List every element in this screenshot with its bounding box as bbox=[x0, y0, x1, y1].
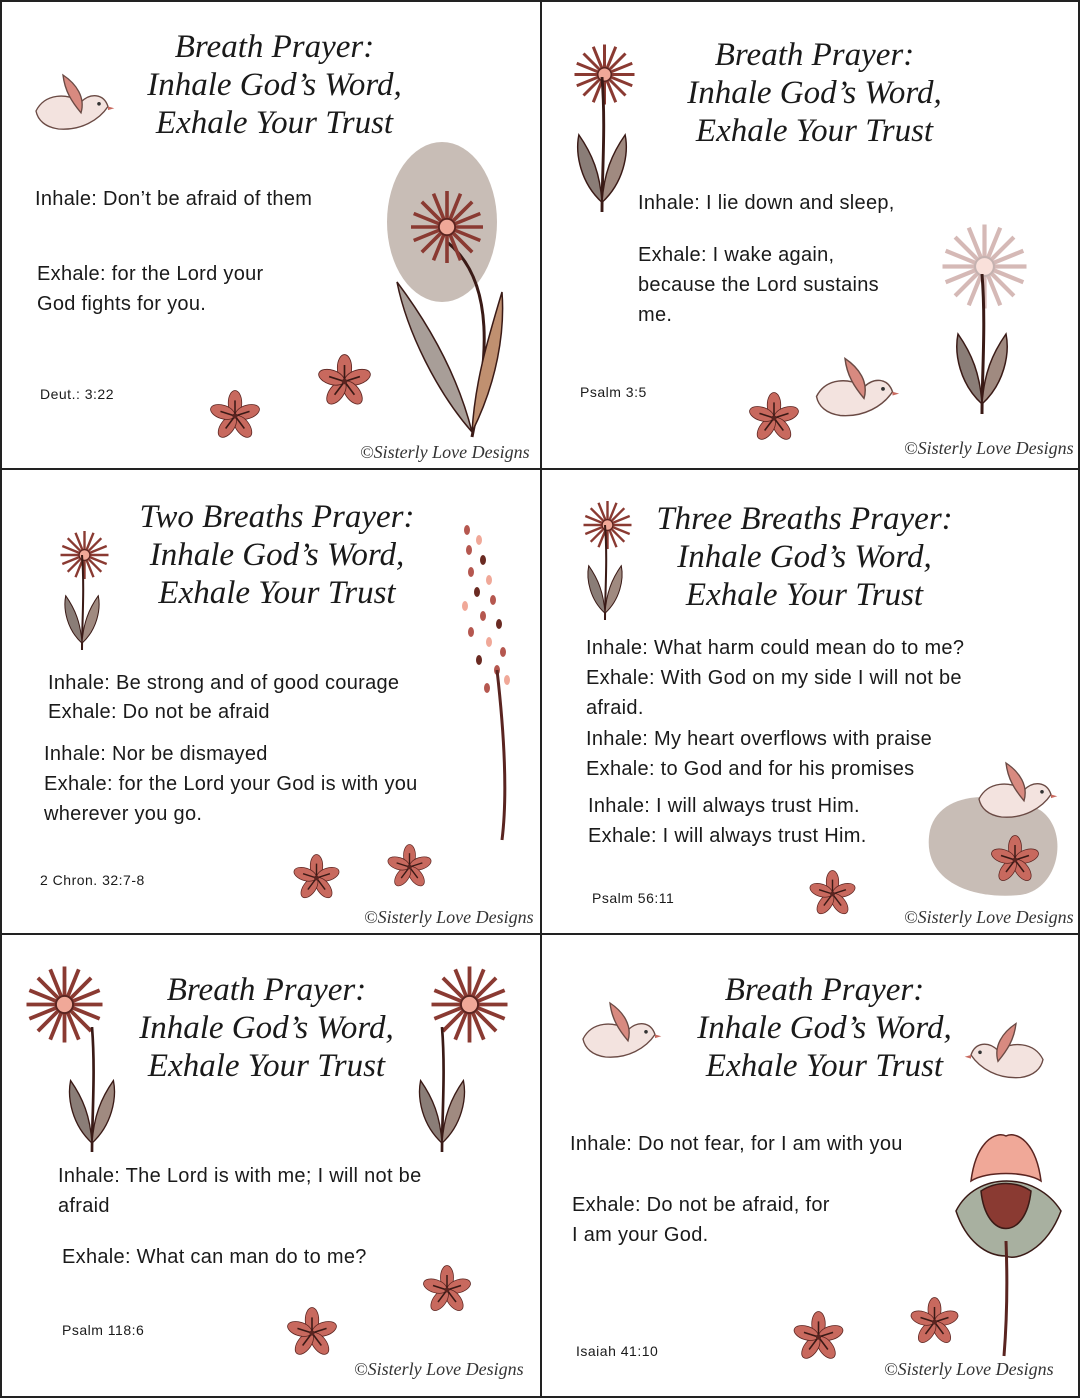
scripture-reference: Deut.: 3:22 bbox=[40, 386, 114, 402]
inhale-line: Inhale: Be strong and of good courage bbox=[48, 672, 400, 694]
copyright: ©Sisterly Love Designs bbox=[904, 438, 1074, 458]
exhale-line-cont: afraid. bbox=[586, 697, 644, 719]
inhale-line: Inhale: I will always trust Him. bbox=[588, 795, 860, 817]
prayer-card-5 bbox=[0, 933, 542, 1398]
pink-flower-icon bbox=[560, 495, 650, 620]
bird-icon bbox=[807, 347, 902, 427]
title-line: Exhale Your Trust bbox=[695, 113, 934, 149]
bird-icon bbox=[962, 1013, 1052, 1088]
bird-on-stone-icon bbox=[920, 750, 1065, 900]
flower-icon bbox=[272, 1307, 352, 1359]
card-title bbox=[132, 28, 417, 142]
flower-icon bbox=[407, 1265, 487, 1315]
flower-icon bbox=[367, 844, 452, 890]
scripture-reference: Psalm 118:6 bbox=[62, 1322, 145, 1338]
title-line: Inhale God’s Word, bbox=[147, 67, 402, 103]
scripture-reference: Psalm 3:5 bbox=[580, 384, 647, 400]
sunflower-icon bbox=[12, 957, 127, 1157]
title-line: Inhale God’s Word, bbox=[687, 75, 942, 111]
exhale-line: Exhale: What can man do to me? bbox=[62, 1246, 367, 1268]
inhale-line: Inhale: I lie down and sleep, bbox=[638, 192, 895, 214]
exhale-line-cont: God fights for you. bbox=[37, 293, 207, 315]
card-title bbox=[124, 971, 409, 1085]
title-line: Exhale Your Trust bbox=[158, 575, 396, 611]
exhale-line: Exhale: I wake again, bbox=[638, 244, 835, 266]
tall-flower-icon bbox=[387, 142, 507, 442]
sunflower-icon bbox=[407, 957, 522, 1157]
exhale-line-cont: me. bbox=[638, 304, 673, 326]
title-line: Exhale Your Trust bbox=[155, 105, 394, 141]
dotted-stalk-icon bbox=[457, 520, 517, 840]
copyright: ©Sisterly Love Designs bbox=[360, 442, 530, 462]
title-line: Breath Prayer: bbox=[166, 972, 367, 1008]
title-line: Exhale Your Trust bbox=[685, 577, 924, 613]
exhale-line: Exhale: for the Lord your bbox=[37, 263, 264, 285]
exhale-line: Exhale: Do not be afraid bbox=[48, 701, 270, 723]
flower-icon bbox=[776, 1311, 861, 1363]
exhale-line: Exhale: Do not be afraid, for bbox=[572, 1194, 830, 1216]
copyright: ©Sisterly Love Designs bbox=[364, 907, 534, 927]
copyright: ©Sisterly Love Designs bbox=[904, 907, 1074, 927]
prayer-card-2 bbox=[540, 0, 1080, 470]
title-line: Exhale Your Trust bbox=[705, 1048, 944, 1084]
flower-icon bbox=[892, 1297, 977, 1347]
title-line: Inhale God’s Word, bbox=[677, 539, 932, 575]
daisy-flower-icon bbox=[562, 37, 642, 212]
exhale-line: Exhale: for the Lord your God is with you bbox=[44, 773, 418, 795]
inhale-line: Inhale: What harm could mean do to me? bbox=[586, 637, 965, 659]
exhale-line: Exhale: With God on my side I will not be bbox=[586, 667, 962, 689]
bird-icon bbox=[27, 62, 117, 142]
title-line: Breath Prayer: bbox=[714, 37, 915, 73]
inhale-line: Inhale: Do not fear, for I am with you bbox=[570, 1133, 903, 1155]
inhale-line: Inhale: Nor be dismayed bbox=[44, 743, 268, 765]
flower-icon bbox=[274, 854, 359, 902]
prayer-card-6 bbox=[540, 933, 1080, 1398]
inhale-line: Inhale: Don’t be afraid of them bbox=[35, 188, 313, 210]
bird-icon bbox=[574, 990, 664, 1070]
exhale-line-cont: wherever you go. bbox=[44, 803, 203, 825]
flower-icon bbox=[790, 870, 875, 918]
card-title bbox=[672, 36, 957, 150]
title-line: Breath Prayer: bbox=[174, 29, 375, 65]
flower-icon bbox=[302, 354, 387, 409]
card-title bbox=[682, 971, 967, 1085]
title-line: Three Breaths Prayer: bbox=[656, 501, 953, 537]
scripture-reference: Isaiah 41:10 bbox=[576, 1343, 659, 1359]
scripture-reference: Psalm 56:11 bbox=[592, 890, 675, 906]
title-line: Inhale God’s Word, bbox=[697, 1010, 952, 1046]
card-title bbox=[122, 498, 432, 612]
inhale-line-cont: afraid bbox=[58, 1195, 110, 1217]
prayer-card-4 bbox=[540, 468, 1080, 935]
inhale-line: Inhale: My heart overflows with praise bbox=[586, 728, 932, 750]
scripture-reference: 2 Chron. 32:7-8 bbox=[40, 872, 145, 888]
title-line: Inhale God’s Word, bbox=[139, 1010, 394, 1046]
title-line: Exhale Your Trust bbox=[147, 1048, 386, 1084]
flower-icon bbox=[195, 390, 275, 442]
prayer-card-1 bbox=[0, 0, 542, 470]
pink-flower-icon bbox=[37, 525, 127, 650]
title-line: Inhale God’s Word, bbox=[149, 537, 405, 573]
copyright: ©Sisterly Love Designs bbox=[884, 1359, 1054, 1379]
title-line: Breath Prayer: bbox=[724, 972, 925, 1008]
exhale-line: Exhale: to God and for his promises bbox=[586, 758, 915, 780]
flower-icon bbox=[730, 392, 818, 444]
exhale-line: Exhale: I will always trust Him. bbox=[588, 825, 867, 847]
exhale-line-cont: because the Lord sustains bbox=[638, 274, 879, 296]
inhale-line: Inhale: The Lord is with me; I will not be bbox=[58, 1165, 422, 1187]
exhale-line-cont: I am your God. bbox=[572, 1224, 709, 1246]
pale-flower-icon bbox=[932, 214, 1042, 414]
title-line: Two Breaths Prayer: bbox=[139, 499, 415, 535]
prayer-card-3 bbox=[0, 468, 542, 935]
copyright: ©Sisterly Love Designs bbox=[354, 1359, 524, 1379]
card-title bbox=[652, 500, 957, 614]
